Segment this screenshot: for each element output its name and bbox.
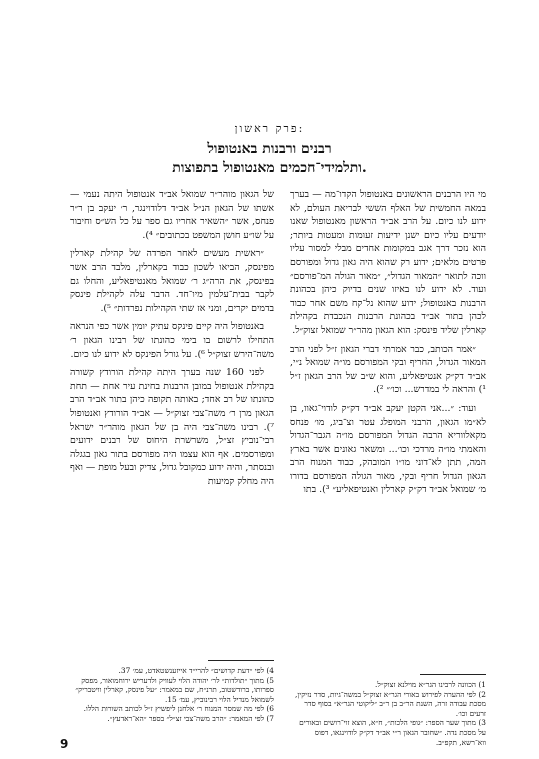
footnote-divider-left	[208, 660, 274, 661]
footnote: 3) מתוך שער הספר: ״גופי הלכות״, ח״א, הוצא זוי־רושים ובאורים על מסכת נדה. ״שחובר הגאון ר״י אב״ד דק״ק לודוינגאו, דפוס ווא־רשא, תקפ״ב.	[299, 718, 486, 747]
text-column-left	[70, 188, 274, 488]
footnotes-right	[290, 680, 486, 747]
text-column-right	[290, 188, 486, 497]
footnote: 5) מתוך ״תולדות״ לר׳ יהודה הלוי לעוויק ולדעריש ירוחמואור, מפסק ספרותו, ברודשטוב, תרנ״ח, שם במאמר: ״על פינסק, קארלין וויטבריק״ לשמואל מנדיל הלוי רבינוביץ, עמ׳ 15.	[75, 675, 274, 704]
paragraph: ״ראשית מעשים לאחר הפרדה של קהילת קארלין מפינסק, הביאו לשכון כבוד בקארלין, מלבד הרב אשר בפינסק, את הרה״ג ר׳ שמואל מאנטיפאליע, והחלו גם לקבר בבית־עלמין מיו־חד. הדבר עלה לקהילת פינסק בדמים יקרים, ומני אז שתי הקהילות נפרדות״ ⁵).	[70, 248, 274, 314]
footnote-divider-right	[420, 674, 486, 675]
footnote: 4) לפי ״דעת קדושים״ להרי״ד אייזענשטאדט, עמ׳ 37.	[118, 666, 274, 675]
footnote: 2) לפי ההערה לפירוש באורי הגר״א זצוק״ל במשה־גיות, סדר נזיקין, מסכת עבודה זרה, השנת הר״ב בן ר״ב ״ליקוטי הגר״א״ בסוף סדר זרעים וכו׳.	[295, 689, 486, 718]
chapter-title-line-2: ותלמידי־חכמים מאנטופול בתפוצות.	[172, 160, 367, 176]
paragraph: ״אמר הכותב, כבר אמרתי דברי הגאון ז״ל לפני הרב המאור הגדול, החריף ובקי המפורסם מו״ה שמואל נ״י, אב״ד דק״ק אנטיפאליע, והוא ש״ב של הרב הגאון ז״ל ¹) והראה לי במדרש... וכו׳״ ²).	[290, 343, 486, 396]
footnote: 7) לפי המאמר: ״הרב משה־צבי זצ״ל״ בספר ״הא־ראדעץ״.	[107, 713, 274, 723]
footnotes-left	[70, 666, 274, 724]
footnote: 6) לפי מה שמסר המנוח ר׳ אלחנן ליפשיץ ז״ל לכותב השורות הללו.	[83, 704, 274, 714]
chapter-heading: פרק ראשון:	[234, 122, 305, 135]
footnote: 1) הכוונה לרבינו הגר״א מוילנא זצוק״ל.	[375, 680, 486, 689]
paragraph: מי היו הרבנים הראשונים באנטופול הקדו־מה — בערך במאה החמשית של האלף הששי לבריאת העולם, לא ידוע לנו כיום. על הרב אב״ד הראשון מאנטופול שאנו יודעים עליו כיום ישנן ידיעות זעומות ומעטות ביותר; הוא נזכר דרך אגב במקומות אחדים מבלי למסור עליו פרטים מלאים; ידוע רק שהוא היה גאון גדול ומפורסם ווכה לתואר ״המאור הגדול״, ״מאור הגולה המ־פורסם״ ועוד. לא ידוע לנו באיזו שנים בדיוק כיהן בכהונת הרבנות באנטופול; ידוע שהוא נל־קח משם אחר כבוד לכהן בתור אב״ד בכהונת הרבנות הנכבדת בקהילת קארלין שליד פינסק: הוא הגאון מהר״ר שמואל זצוק״ל.	[290, 189, 486, 336]
page-number: 9	[60, 737, 69, 751]
paragraph: באנטופול היה קיים פינקס עתיק יומין אשר כפי הנראה התחילו לרשום בו בימי כהונתו של רבינו הגאון ר׳ משה־הירש זצוק״ל ⁶). על גורל הפינקס לא ידוע לנו כיום.	[70, 321, 274, 360]
paragraph: ועוד: ״...אני הקטן יעקב אב״ד דק״ק לודוי־גאוו, בן לא״מו הגאון, הרבני המופלג עטר וצ־ביג, מו׳ פנחס מקאלווריא הרבה הגדול המפורסם מו״ה הגבר־הגדול והאמתי מו״ה מרדכי וכו׳... ומשאר גאונים אשר בארץ המה, תתן לא־דוני מו״ו המובהק, כבוד המנוח הרב הגאון הגדול חריף ובקי, מאור הגולה המפורסם בדורו מ׳ שמואל אב״ד דק״ק קארלין ואנטיפאליע״ ³). בתו	[290, 402, 486, 496]
paragraph: לפני 160 שנה בערך היתה קהילת הורודץ קשורה בקהילת אנטופול במובן הרבנות בחינת עיר אחת — תחת כהונתו של רב אחד; באותה תקופה כיהן בתור אב״ד הרב הגאון מרן ר׳ משה־צבי זצוק״ל — אב״ד הורודץ ואנטופול ⁷). רבינו משה־צבי היה בן של הגאון מוהר״ר ישראל רבי־נוביץ זצ״ל, משרשרת היחוס של רבנים ידועים ומפורסמים. אף הוא עצמו היה מפורסם בתור גאון בגגלה ובנסתר, והיה ידוע כמקובל גדול, צדיק ובעל מופת — ואף היה מחלק קמיעות	[70, 367, 274, 487]
chapter-title-line-1: רבנים ורבנות באנטופול	[207, 141, 332, 157]
paragraph: של הגאון מוהר״ר שמואל אב״ד אנטופול היתה נעמי — אשתו של הגאון הנ״ל אב״ד דלודוינגר, ר׳ יעקב בן ר״ר פנחס, אשר ״השאיר אחריו גם ספר על כל הש״ס וחיבור על שו״ע חושן המשפט בכתובים״ ⁴).	[70, 189, 274, 241]
